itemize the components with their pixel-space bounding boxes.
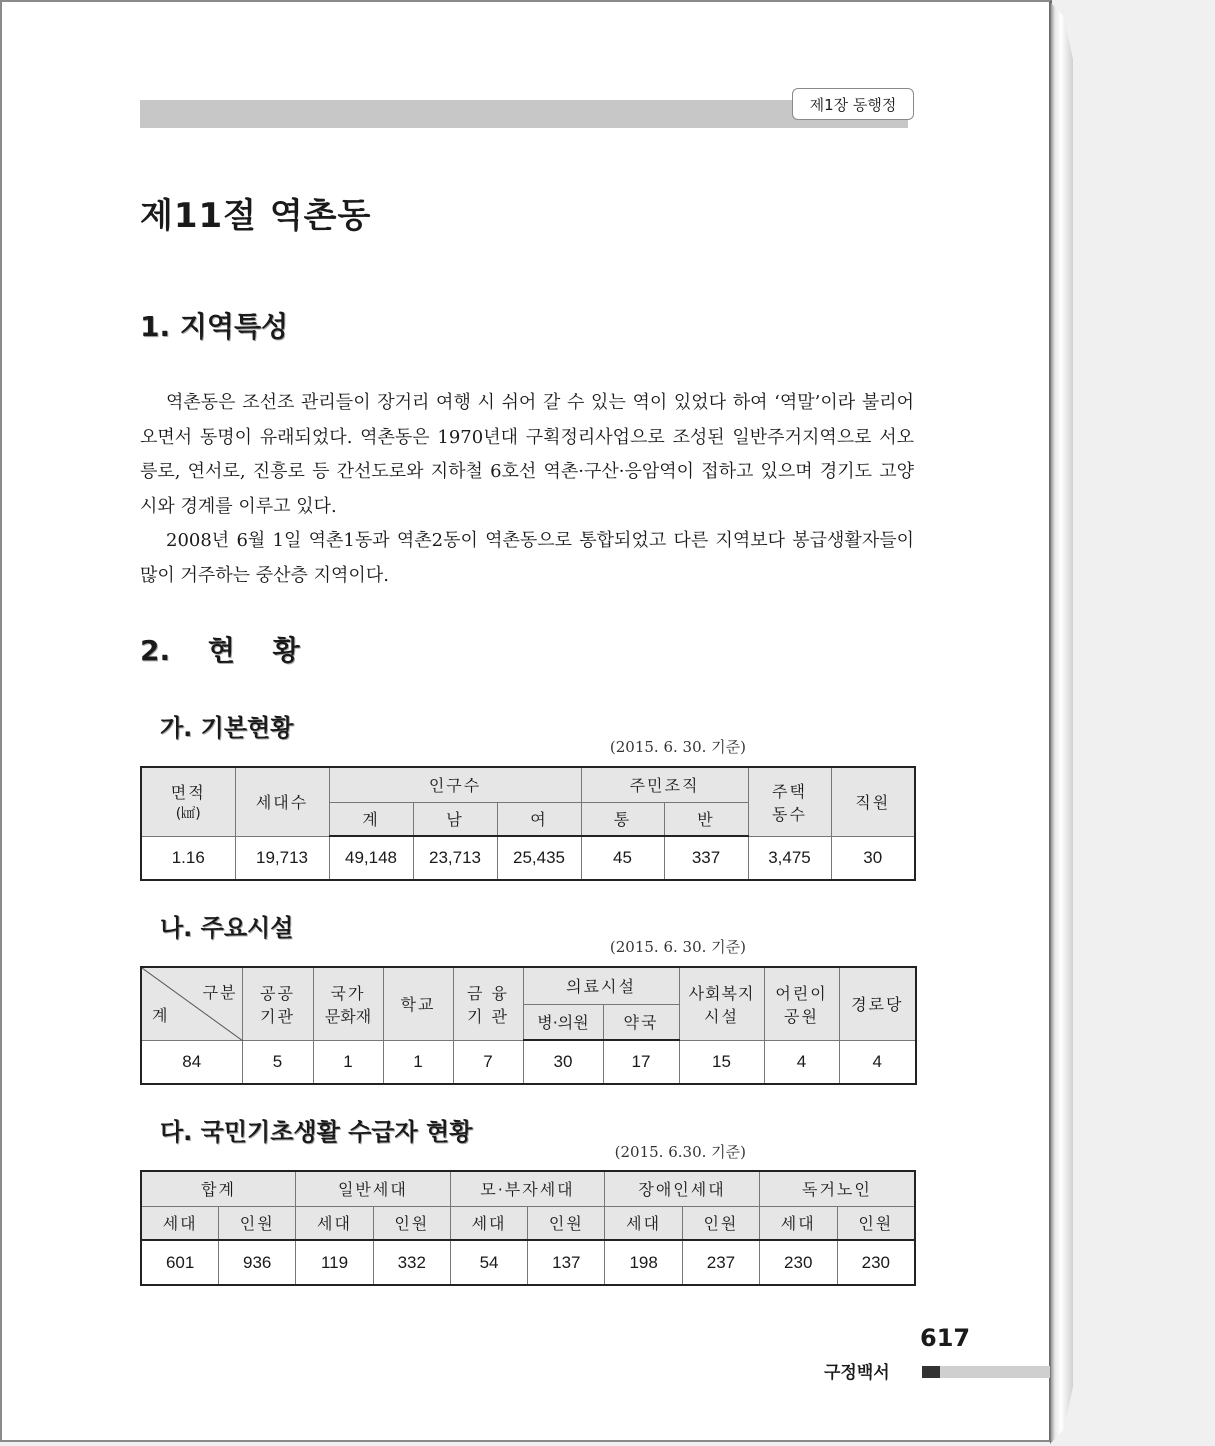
- header-cultural-line1: 국가: [330, 983, 366, 1003]
- header-cultural-heritage: [313, 967, 383, 1040]
- table-cell: 3,475: [748, 836, 831, 880]
- table-cell: 45: [581, 836, 664, 880]
- header-elderly-living-alone: 독거노인: [759, 1171, 915, 1206]
- header-housing-line1: 주택: [772, 781, 807, 801]
- table-cell: 23,713: [413, 836, 497, 880]
- header-area-label: 면적: [170, 783, 206, 803]
- table-cell: 25,435: [497, 836, 581, 880]
- table-cell: 54: [450, 1240, 528, 1285]
- header-persons: 인원: [528, 1206, 605, 1240]
- heading-major-facilities: 나. 주요시설: [160, 914, 294, 942]
- header-housing-line2: 동수: [772, 804, 807, 824]
- table-cell: 137: [528, 1240, 605, 1285]
- header-persons: 인원: [373, 1206, 450, 1240]
- table-cell: 84: [141, 1040, 242, 1084]
- header-medical: 의료시설: [523, 967, 679, 1004]
- facilities-asof-date: (2015. 6. 30. 기준): [609, 938, 746, 956]
- header-households: 세대: [605, 1206, 683, 1240]
- header-children-park: [764, 967, 839, 1040]
- header-public-line1: 공공: [260, 983, 295, 1003]
- table-cell: 4: [764, 1040, 839, 1084]
- header-pop-male: 남: [413, 802, 497, 836]
- heading-current-status: 2. 현 황: [140, 634, 300, 667]
- header-total: 계: [152, 1005, 170, 1025]
- table-cell: 601: [141, 1240, 219, 1285]
- table-cell: 936: [219, 1240, 296, 1285]
- header-single-parent-household: 모·부자세대: [450, 1171, 605, 1206]
- footer-book-title: 구정백서: [824, 1363, 890, 1383]
- table-cell: 332: [373, 1240, 450, 1285]
- table-cell: 237: [683, 1240, 760, 1285]
- header-pop-female: 여: [497, 802, 581, 836]
- table-cell: 4: [839, 1040, 916, 1084]
- chapter-tab: 제1장 동행정: [792, 88, 914, 120]
- header-financial-line2: 기 관: [467, 1006, 509, 1026]
- table-cell: 1: [383, 1040, 453, 1084]
- header-persons: 인원: [219, 1206, 296, 1240]
- header-welfare-line2: 시설: [704, 1006, 739, 1026]
- section-title: 제11절 역촌동: [140, 196, 372, 236]
- header-cultural-line2: 문화재: [324, 1006, 372, 1026]
- header-households: 세대: [450, 1206, 528, 1240]
- table-cell: 198: [605, 1240, 683, 1285]
- header-park-line2: 공원: [784, 1006, 819, 1026]
- basic-status-table: [140, 766, 916, 881]
- page-curl: [1050, 2, 1073, 1444]
- header-households: 세대수: [235, 767, 329, 836]
- header-senior-center: 경로당: [839, 967, 916, 1040]
- heading-region-characteristics: 1. 지역특성: [140, 310, 289, 343]
- body-text: [140, 386, 914, 593]
- header-hospital: 병·의원: [523, 1004, 603, 1040]
- table-cell: 30: [523, 1040, 603, 1084]
- header-population: 인구수: [329, 767, 581, 802]
- header-persons: 인원: [683, 1206, 760, 1240]
- table-cell: 30: [831, 836, 915, 880]
- header-tong: 통: [581, 802, 664, 836]
- recipients-table: [140, 1170, 916, 1286]
- header-welfare-line1: 사회복지: [688, 983, 755, 1003]
- recipients-asof-date: (2015. 6.30. 기준): [614, 1143, 746, 1161]
- paragraph: 2008년 6월 1일 역촌1동과 역촌2동이 역촌동으로 통합되었고 다른 지역보다 봉급생활자들이 많이 거주하는 중산층 지역이다.: [140, 530, 914, 586]
- table-cell: 7: [453, 1040, 523, 1084]
- header-households: 세대: [759, 1206, 837, 1240]
- footer-mark: [922, 1366, 940, 1378]
- header-public-institution: [242, 967, 313, 1040]
- header-school: 학교: [383, 967, 453, 1040]
- header-welfare: [679, 967, 764, 1040]
- paragraph: 역촌동은 조선조 관리들이 장거리 여행 시 쉬어 갈 수 있는 역이 있었다 하여 ‘역말’이라 불리어 오면서 동명이 유래되었다. 역촌동은 1970년대 구획정리사업으로 조성된 일반주거지역으로 서오릉로, 연서로, 진흥로 등 간선도로와 지하철 6호선 역촌·구산·응암역이 접하고 있으며 경기도 고양시와 경계를 이루고 있다.: [140, 392, 914, 517]
- table-cell: 19,713: [235, 836, 329, 880]
- table-cell: 15: [679, 1040, 764, 1084]
- header-financial: [453, 967, 523, 1040]
- header-category: 구분: [202, 983, 238, 1002]
- header-households: 세대: [141, 1206, 219, 1240]
- facilities-table: [140, 966, 917, 1085]
- header-ban: 반: [664, 802, 748, 836]
- header-park-line1: 어린이: [775, 983, 828, 1003]
- page-number: 617: [920, 1324, 971, 1352]
- table-cell: 230: [837, 1240, 915, 1285]
- header-pharmacy: 약국: [603, 1004, 679, 1040]
- header-area: [141, 767, 235, 836]
- header-housing: [748, 767, 831, 836]
- table-cell: 1: [313, 1040, 383, 1084]
- table-cell: 230: [759, 1240, 837, 1285]
- table-cell: 49,148: [329, 836, 413, 880]
- header-general-household: 일반세대: [296, 1171, 451, 1206]
- footer-bar: [940, 1366, 1052, 1378]
- table-cell: 119: [296, 1240, 374, 1285]
- header-disabled-household: 장애인세대: [605, 1171, 760, 1206]
- table-cell: 337: [664, 836, 748, 880]
- header-resident-org: 주민조직: [581, 767, 748, 802]
- header-total: 합계: [141, 1171, 296, 1206]
- header-category-diagonal: [141, 967, 242, 1040]
- heading-basic-livelihood-recipients: 다. 국민기초생활 수급자 현황: [160, 1118, 473, 1146]
- header-households: 세대: [296, 1206, 374, 1240]
- header-area-unit: (㎢): [175, 806, 201, 823]
- table-cell: 17: [603, 1040, 679, 1084]
- header-financial-line1: 금 융: [467, 983, 509, 1003]
- header-public-line2: 기관: [260, 1006, 295, 1026]
- table-cell: 1.16: [141, 836, 235, 880]
- basic-asof-date: (2015. 6. 30. 기준): [609, 738, 746, 756]
- heading-basic-status: 가. 기본현황: [160, 714, 294, 742]
- table-cell: 5: [242, 1040, 313, 1084]
- header-persons: 인원: [837, 1206, 915, 1240]
- header-pop-total: 계: [329, 802, 413, 836]
- header-staff: 직원: [831, 767, 915, 836]
